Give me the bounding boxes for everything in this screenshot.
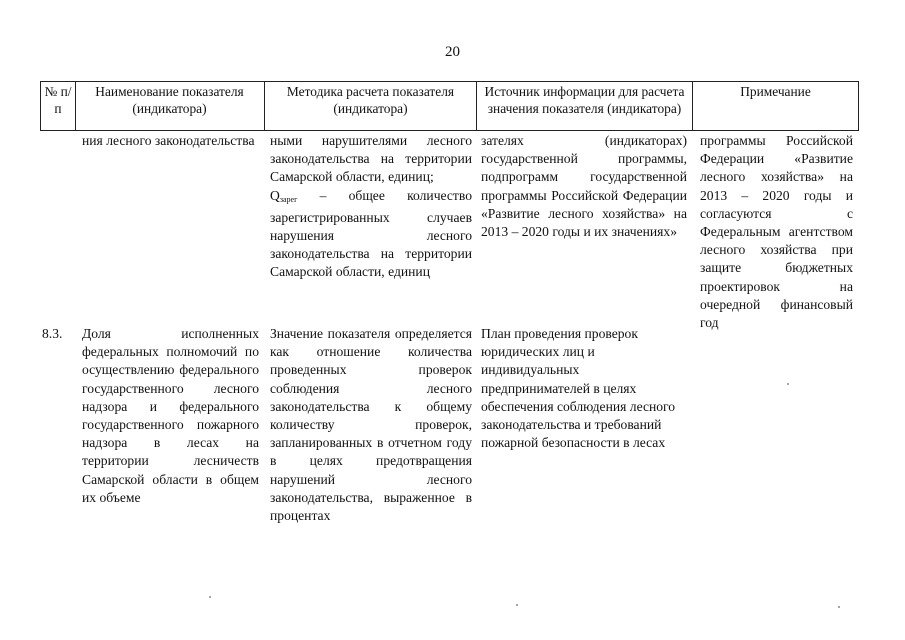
- q-subscript: зарег: [279, 194, 298, 204]
- cell-name: ния лесного законодательства: [82, 133, 255, 148]
- header-number: № п/п: [44, 84, 72, 116]
- header-name: Наименование показателя (индикатора): [95, 84, 244, 116]
- header-source: Источник информации для расчета значения показателя (индикатора): [484, 84, 685, 116]
- cell-name: Доля исполненных федеральных полномочий по осуществлению федерального государственного лесного надзора и федерального государственного пожарного надзора в лесах на территории лесничеств Самарской области в общем их объеме: [82, 326, 259, 505]
- method-text-part2: – общее количество зарегистрированных случаев нарушения лесного законодательства на территории Самарской области, единиц: [270, 187, 472, 280]
- cell-method: [270, 132, 472, 282]
- cell-source: зателях (индикаторах) государственной программы, подпрограмм государственной программы Российской Федерации «Развитие лесного хозяйства» на 2013 – 2020 годы и их значениях»: [481, 133, 687, 240]
- method-text-part1: ными нарушителями лесного законодательства на территории Самарской области, единиц;: [270, 133, 472, 185]
- page-number: 20: [445, 44, 460, 60]
- cell-note: программы Российской Федерации «Развитие лесного хозяйства» на 2013 – 2020 годы и согласуются с Федеральным агентством лесного хозяйства при защите бюджетных проектировок на очередной финансовый год: [700, 133, 853, 331]
- row-number: 8.3.: [42, 326, 63, 341]
- cell-source: План проведения проверок юридических лиц и индивидуальных предпринимателей в целях обеспечения соблюдения лесного законодательства и требований пожарной безопасности в лесах: [481, 326, 676, 451]
- q-symbol: Q: [270, 187, 280, 203]
- cell-method: Значение показателя определяется как отношение количества проведенных проверок соблюдения лесного законодательства к общему количеству проверок, запланированных в отчетном году в целях предотвращения нарушений лесного законодательства, выраженное в процентах: [270, 326, 472, 524]
- header-note: Примечание: [740, 84, 811, 99]
- header-method: Методика расчета показателя (индикатора): [286, 84, 455, 116]
